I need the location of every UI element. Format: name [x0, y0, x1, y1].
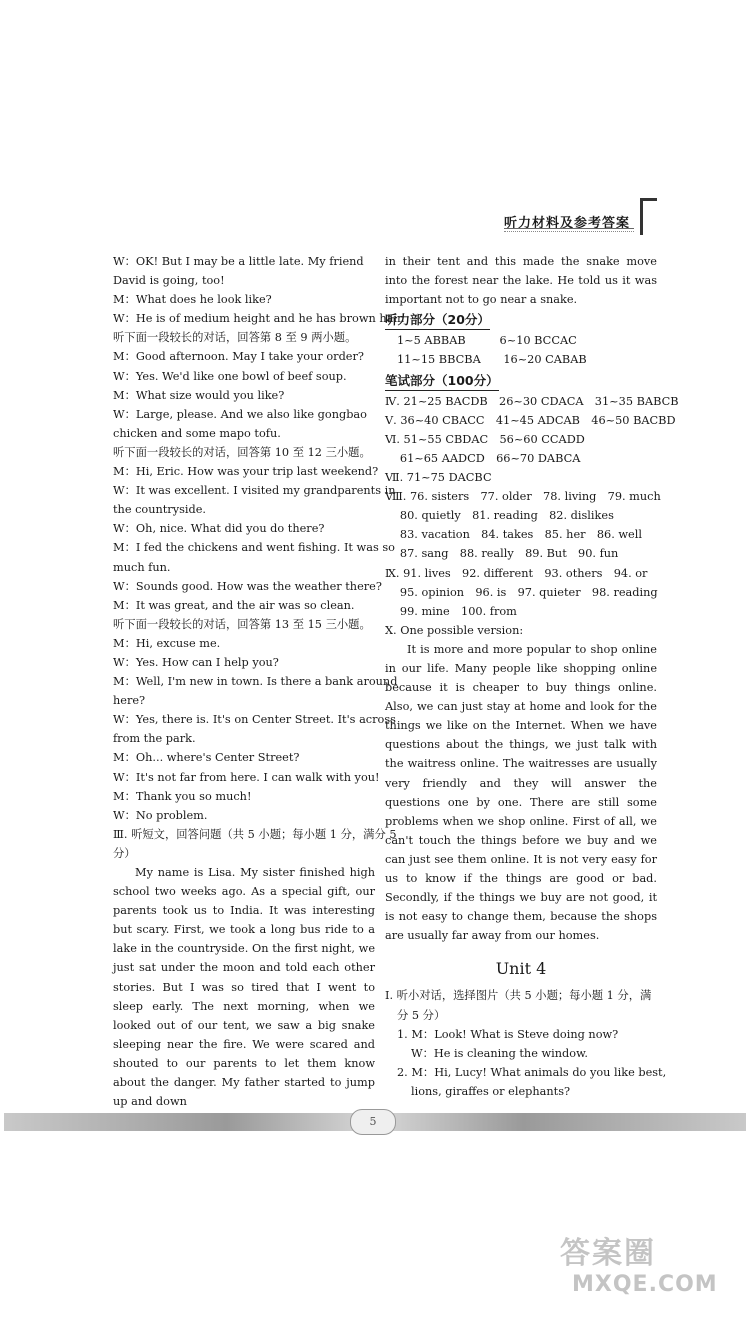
- left-passage: My name is Lisa. My sister finished high school two weeks ago. As a special gift, our parents took us to India. It was interesting but scary. First, we took a long bus ride to a lake in the countryside. On the first night, we just sat under the moon and told each other stories. But I was so tired that I went to sleep early. The next morning, when we looked out of our tent, we saw a big snake sleeping near the fire. We were scared and shouted to our parents to let them know about the danger. My father started to jump up and down: [113, 866, 375, 1109]
- right-top-passage: in their tent and this made the snake move into the forest near the lake. He told us it was important not to go near a snake.: [385, 255, 657, 307]
- transcript-line: W：Sounds good. How was the weather there?: [113, 579, 382, 593]
- transcript-line: M：Well, I'm new in town. Is there a bank around: [113, 675, 398, 689]
- unit-line: Ⅰ. 听小对话，选择图片（共 5 小题；每小题 1 分，满: [385, 989, 652, 1003]
- transcript-lines: [113, 252, 405, 863]
- transcript-line: from the park.: [113, 732, 196, 746]
- transcript-line: W：Yes. We'd like one bowl of beef soup.: [113, 369, 347, 383]
- answer-row: 87. sang 88. really 89. But 90. fun: [385, 547, 619, 561]
- listening-answers: [385, 331, 657, 369]
- transcript-line: 听下面一段较长的对话，回答第 8 至 9 两小题。: [113, 331, 357, 345]
- header-title: 听力材料及参考答案: [504, 216, 631, 231]
- transcript-line: W：It's not far from here. I can walk with you!: [113, 770, 380, 784]
- watermark-logo: [560, 1228, 718, 1297]
- transcript-line: W：No problem.: [113, 808, 208, 822]
- watermark-text: 答案圈: [560, 1236, 656, 1271]
- unit-lines: [385, 986, 667, 1101]
- transcript-line: M：Hi, excuse me.: [113, 636, 221, 650]
- transcript-line: W：Yes. How can I help you?: [113, 655, 279, 669]
- transcript-line: 听下面一段较长的对话，回答第 13 至 15 三小题。: [113, 617, 371, 631]
- unit-line: lions, giraffes or elephants?: [411, 1084, 571, 1098]
- transcript-line: W：It was excellent. I visited my grandparents in: [113, 484, 396, 498]
- transcript-line: M：What size would you like?: [113, 388, 285, 402]
- transcript-line: M：It was great, and the air was so clean.: [113, 598, 355, 612]
- transcript-line: the countryside.: [113, 503, 207, 517]
- transcript-line: M：I fed the chickens and went fishing. It was so: [113, 541, 395, 555]
- transcript-line: David is going, too!: [113, 274, 225, 288]
- answer-row: Ⅶ. 71~75 DACBC: [385, 471, 492, 485]
- answer-row: 83. vacation 84. takes 85. her 86. well: [385, 528, 642, 542]
- transcript-line: M：Thank you so much!: [113, 789, 252, 803]
- transcript-line: W：Large, please. And we also like gongbao: [113, 407, 367, 421]
- left-column: [113, 252, 405, 1111]
- essay-passage: It is more and more popular to shop online in our life. Many people like shopping online because it is cheaper to buy things online. Also, we can just stay at home and look for the things we like on the Internet. When we have questions about the things, we just talk with the waitress online. The waitresses are usually very friendly and they will answer the questions one by one. There are still some problems when we shop online. First of all, we can't touch the things before we buy and we can just see them online. It is not very easy for us to know if the things are good or bad. Secondly, if the things we buy are not good, it is not easy to change them, because the shops are usually far away from our homes.: [385, 642, 657, 943]
- writing-section-title: 笔试部分（100分）: [385, 371, 499, 391]
- unit-line: 1. M：Look! What is Steve doing now?: [397, 1027, 619, 1041]
- transcript-line: M：Oh... where's Center Street?: [113, 751, 300, 765]
- transcript-line: W：He is of medium height and he has brown hair.: [113, 312, 405, 326]
- transcript-line: M：Hi, Eric. How was your trip last weekend?: [113, 465, 379, 479]
- header-rule: [504, 228, 634, 229]
- unit-title: Unit 4: [495, 959, 547, 979]
- unit-line: W：He is cleaning the window.: [411, 1046, 588, 1060]
- answer-row: 99. mine 100. from: [385, 604, 517, 618]
- answer-row: 11~15 BBCBA 16~20 CABAB: [397, 353, 587, 367]
- transcript-line: W：Oh, nice. What did you do there?: [113, 522, 325, 536]
- corner-mark-icon: [640, 198, 657, 235]
- transcript-line: 听下面一段较长的对话，回答第 10 至 12 三小题。: [113, 445, 371, 459]
- answer-row: 61~65 AADCD 66~70 DABCA: [385, 451, 581, 465]
- transcript-line: 分）: [113, 846, 136, 860]
- answer-row: Ⅳ. 21~25 BACDB 26~30 CDACA 31~35 BABCB: [385, 394, 679, 408]
- listening-section-title: 听力部分（20分）: [385, 310, 490, 330]
- answer-row: 95. opinion 96. is 97. quieter 98. reading: [385, 585, 658, 599]
- transcript-line: M：What does he look like?: [113, 293, 272, 307]
- answer-row: Ⅸ. 91. lives 92. different 93. others 94. or: [385, 566, 648, 580]
- page-number: 5: [350, 1109, 396, 1135]
- unit-line: 2. M：Hi, Lucy! What animals do you like best,: [397, 1065, 667, 1079]
- transcript-line: much fun.: [113, 560, 171, 574]
- transcript-line: W：Yes, there is. It's on Center Street. It's across: [113, 713, 396, 727]
- watermark-domain: MXQE.COM: [572, 1272, 718, 1297]
- answer-row: 1~5 ABBAB 6~10 BCCAC: [397, 334, 577, 348]
- answer-row: 80. quietly 81. reading 82. dislikes: [385, 509, 614, 523]
- answer-row: Ⅴ. 36~40 CBACC 41~45 ADCAB 46~50 BACBD: [385, 413, 676, 427]
- transcript-line: Ⅲ. 听短文，回答问题（共 5 小题；每小题 1 分，满分 5: [113, 827, 397, 841]
- transcript-line: M：Good afternoon. May I take your order?: [113, 350, 364, 364]
- transcript-line: chicken and some mapo tofu.: [113, 426, 281, 440]
- transcript-line: W：OK! But I may be a little late. My friend: [113, 255, 364, 268]
- answer-row: Ⅹ. One possible version:: [385, 623, 524, 637]
- transcript-line: here?: [113, 694, 146, 708]
- answer-row: Ⅷ. 76. sisters 77. older 78. living 79. much: [385, 490, 661, 504]
- unit-line: 分 5 分）: [397, 1008, 446, 1022]
- right-column: [385, 252, 679, 1101]
- answer-row: Ⅵ. 51~55 CBDAC 56~60 CCADD: [385, 432, 585, 446]
- writing-answers: [385, 392, 679, 640]
- header-rule-dotted: [504, 231, 634, 232]
